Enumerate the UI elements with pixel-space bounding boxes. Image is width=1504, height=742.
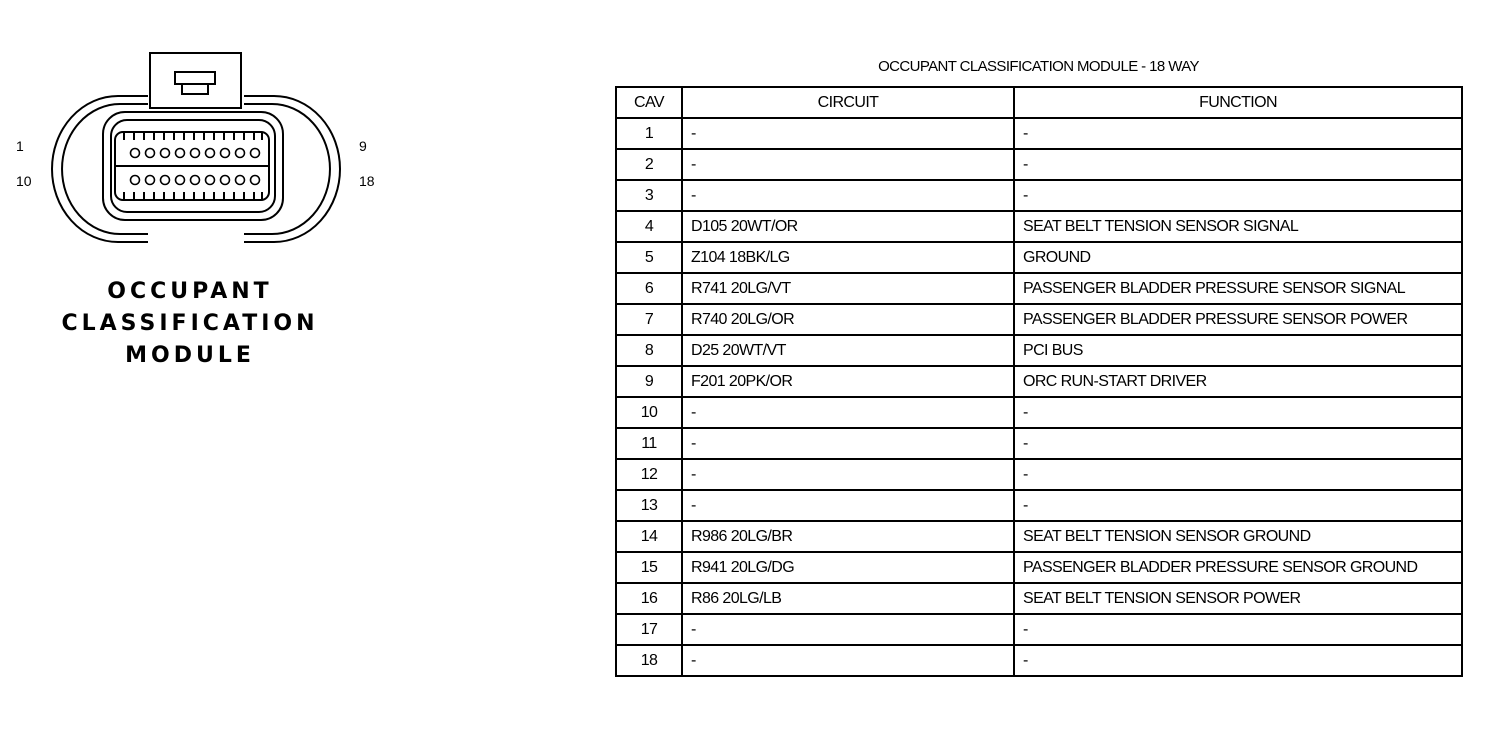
circuit-cell: - [682, 428, 1014, 459]
cav-cell: 18 [616, 645, 682, 676]
circuit-cell: - [682, 490, 1014, 521]
function-cell: SEAT BELT TENSION SENSOR SIGNAL [1014, 211, 1462, 242]
circuit-cell: R86 20LG/LB [682, 583, 1014, 614]
connector-name [60, 276, 320, 372]
function-cell: - [1014, 397, 1462, 428]
table-row [616, 304, 1462, 335]
pin-cavity [251, 176, 260, 185]
pin-label-18: 18 [359, 173, 375, 189]
function-cell: PCI BUS [1014, 335, 1462, 366]
function-cell: SEAT BELT TENSION SENSOR GROUND [1014, 521, 1462, 552]
function-cell: PASSENGER BLADDER PRESSURE SENSOR POWER [1014, 304, 1462, 335]
cav-cell: 1 [616, 118, 682, 149]
cav-cell: 11 [616, 428, 682, 459]
connector-lock-latch [175, 72, 215, 84]
pinout-body [616, 118, 1462, 676]
table-row [616, 552, 1462, 583]
circuit-cell: - [682, 397, 1014, 428]
cav-cell: 3 [616, 180, 682, 211]
circuit-cell: R741 20LG/VT [682, 273, 1014, 304]
cav-cell: 7 [616, 304, 682, 335]
cav-cell: 2 [616, 149, 682, 180]
connector-name-line: MODULE [125, 343, 255, 368]
connector-right-shroud-inner [244, 104, 330, 234]
table-row [616, 366, 1462, 397]
circuit-cell: Z104 18BK/LG [682, 242, 1014, 273]
table-title: OCCUPANT CLASSIFICATION MODULE - 18 WAY [878, 58, 1199, 75]
pin-cavity [191, 176, 200, 185]
table-row [616, 149, 1462, 180]
function-cell: - [1014, 149, 1462, 180]
circuit-cell: R986 20LG/BR [682, 521, 1014, 552]
function-cell: - [1014, 180, 1462, 211]
cav-cell: 9 [616, 366, 682, 397]
circuit-cell: F201 20PK/OR [682, 366, 1014, 397]
circuit-cell: - [682, 118, 1014, 149]
pinout-table [615, 86, 1463, 677]
pin-cavity [221, 176, 230, 185]
pin-cavity [131, 176, 140, 185]
pin-label-10: 10 [16, 173, 32, 189]
pin-label-9: 9 [359, 138, 367, 154]
table-row [616, 459, 1462, 490]
table-row [616, 583, 1462, 614]
circuit-cell: - [682, 614, 1014, 645]
function-cell: - [1014, 118, 1462, 149]
header-cav: CAV [616, 87, 682, 118]
cav-cell: 15 [616, 552, 682, 583]
table-row [616, 645, 1462, 676]
circuit-cell: D25 20WT/VT [682, 335, 1014, 366]
function-cell: ORC RUN-START DRIVER [1014, 366, 1462, 397]
cav-cell: 5 [616, 242, 682, 273]
table-row [616, 211, 1462, 242]
connector-diagram [0, 0, 420, 260]
pin-cavity [161, 149, 170, 158]
cav-cell: 12 [616, 459, 682, 490]
function-cell: - [1014, 645, 1462, 676]
table-row [616, 273, 1462, 304]
table-row [616, 614, 1462, 645]
table-row [616, 521, 1462, 552]
pin-cavity [236, 176, 245, 185]
cav-cell: 8 [616, 335, 682, 366]
connector-name-line: CLASSIFICATION [61, 311, 319, 336]
table-row [616, 397, 1462, 428]
pin-cavity [206, 149, 215, 158]
function-cell: PASSENGER BLADDER PRESSURE SENSOR SIGNAL [1014, 273, 1462, 304]
circuit-cell: D105 20WT/OR [682, 211, 1014, 242]
circuit-cell: R740 20LG/OR [682, 304, 1014, 335]
pin-cavity [176, 149, 185, 158]
circuit-cell: R941 20LG/DG [682, 552, 1014, 583]
function-cell: - [1014, 459, 1462, 490]
cav-cell: 13 [616, 490, 682, 521]
pin-cavity [191, 149, 200, 158]
table-row [616, 242, 1462, 273]
table-row [616, 335, 1462, 366]
table-row [616, 118, 1462, 149]
pin-cavity [176, 176, 185, 185]
function-cell: - [1014, 490, 1462, 521]
circuit-cell: - [682, 459, 1014, 490]
cav-cell: 14 [616, 521, 682, 552]
table-row [616, 180, 1462, 211]
pin-cavity [146, 176, 155, 185]
cav-cell: 4 [616, 211, 682, 242]
pin-cavity [206, 176, 215, 185]
table-row [616, 428, 1462, 459]
cav-cell: 16 [616, 583, 682, 614]
function-cell: - [1014, 428, 1462, 459]
cav-cell: 17 [616, 614, 682, 645]
pin-cavity [161, 176, 170, 185]
circuit-cell: - [682, 645, 1014, 676]
pin-label-1: 1 [16, 138, 24, 154]
function-cell: - [1014, 614, 1462, 645]
pin-cavity [251, 149, 260, 158]
function-cell: PASSENGER BLADDER PRESSURE SENSOR GROUND [1014, 552, 1462, 583]
pin-cavity [236, 149, 245, 158]
pin-cavity [146, 149, 155, 158]
connector-lock-tab [150, 53, 241, 108]
header-circuit: CIRCUIT [682, 87, 1014, 118]
table-row [616, 490, 1462, 521]
connector-name-line: OCCUPANT [107, 279, 273, 304]
pin-cavity [131, 149, 140, 158]
circuit-cell: - [682, 180, 1014, 211]
header-function: FUNCTION [1014, 87, 1462, 118]
circuit-cell: - [682, 149, 1014, 180]
cav-cell: 6 [616, 273, 682, 304]
function-cell: GROUND [1014, 242, 1462, 273]
function-cell: SEAT BELT TENSION SENSOR POWER [1014, 583, 1462, 614]
pin-cavity [221, 149, 230, 158]
table-header-row [616, 87, 1462, 118]
cav-cell: 10 [616, 397, 682, 428]
